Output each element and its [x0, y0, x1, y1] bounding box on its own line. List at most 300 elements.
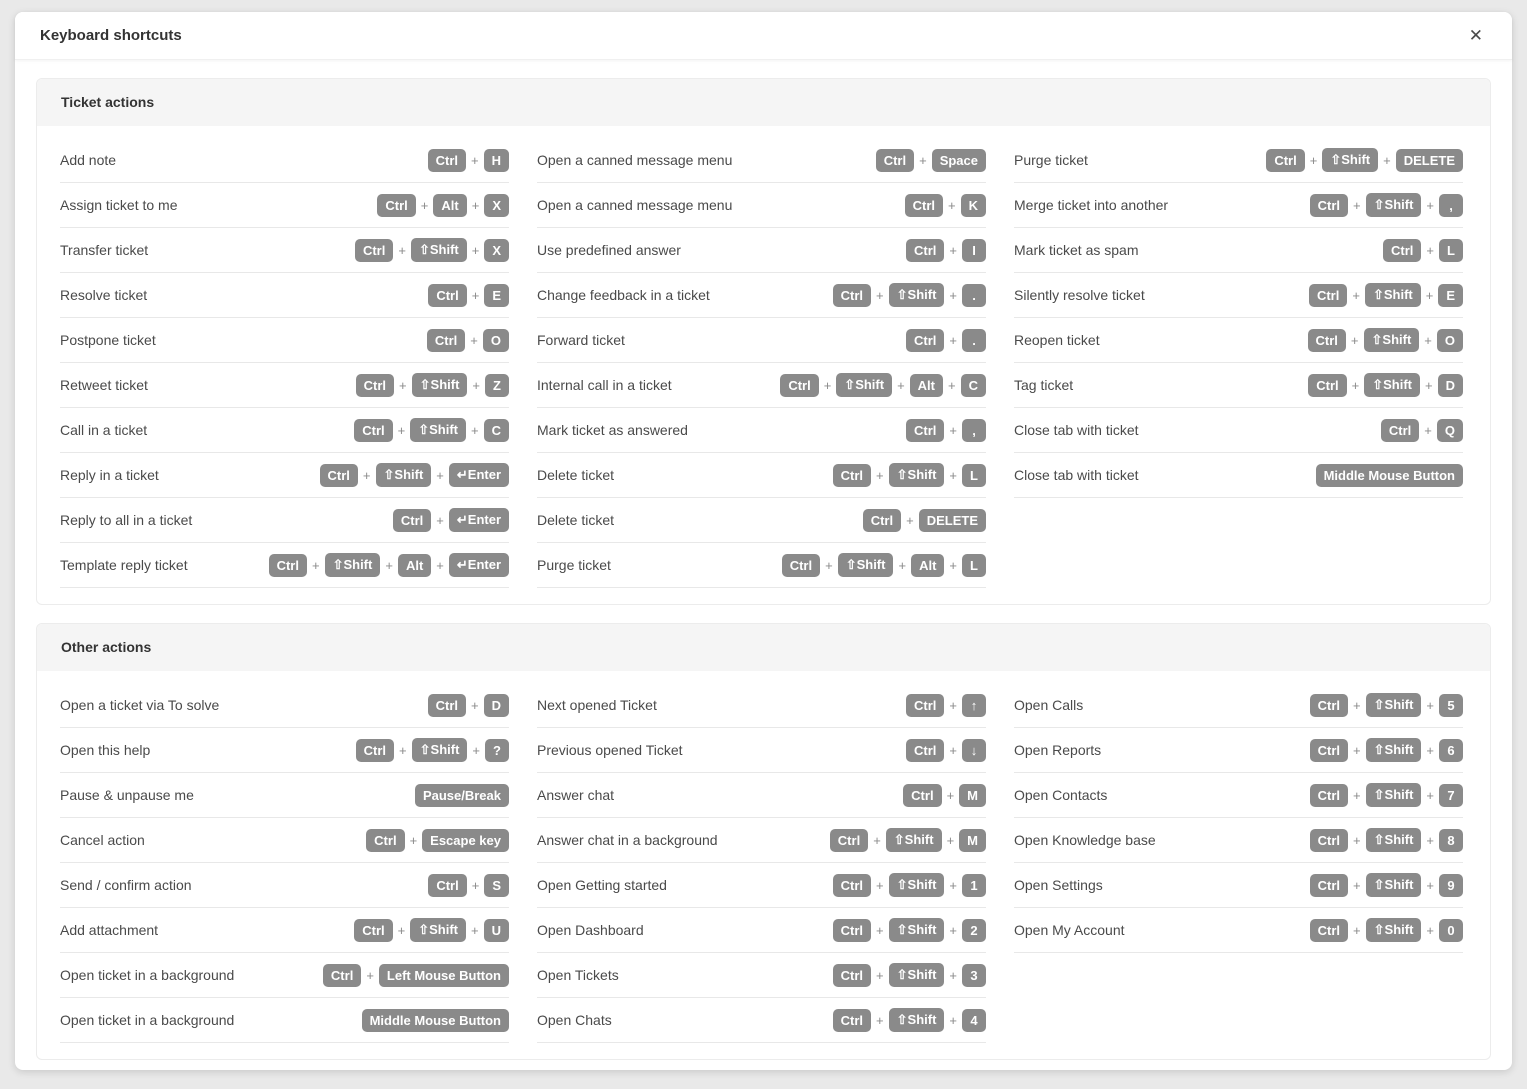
key-badge: Middle Mouse Button [362, 1009, 509, 1032]
shortcut-row [60, 683, 509, 728]
plus-separator: + [398, 242, 406, 258]
plus-separator: + [1426, 742, 1434, 758]
close-icon[interactable]: ✕ [1468, 26, 1483, 45]
shortcut-label: Cancel action [60, 832, 145, 848]
key-badge: E [484, 284, 509, 307]
shortcut-label: Call in a ticket [60, 422, 148, 438]
shortcut-keys [833, 463, 986, 487]
key-badge: ⇧Shift [1366, 783, 1422, 807]
shortcut-row [1014, 363, 1463, 408]
key-badge: ⇧Shift [889, 918, 945, 942]
key-badge: Ctrl [833, 919, 871, 942]
shortcut-label: Retweet ticket [60, 377, 148, 393]
key-badge: Ctrl [356, 374, 394, 397]
shortcut-keys [1310, 693, 1463, 717]
shortcut-keys [830, 828, 986, 852]
shortcut-label: Assign ticket to me [60, 197, 178, 213]
key-badge: ⇧Shift [410, 918, 466, 942]
shortcut-label: Open Settings [1014, 877, 1103, 893]
shortcut-label: Open Getting started [537, 877, 667, 893]
shortcut-label: Previous opened Ticket [537, 742, 683, 758]
key-badge: , [1439, 194, 1463, 217]
shortcut-keys [1310, 783, 1463, 807]
key-badge: Ctrl [1381, 419, 1419, 442]
key-badge: . [962, 284, 986, 307]
plus-separator: + [385, 557, 393, 573]
shortcut-keys [906, 694, 986, 717]
shortcut-label: Open a ticket via To solve [60, 697, 220, 713]
shortcut-row [1014, 863, 1463, 908]
key-badge: Ctrl [905, 194, 943, 217]
plus-separator: + [876, 877, 884, 893]
plus-separator: + [823, 377, 832, 393]
key-badge: Pause/Break [415, 784, 509, 807]
shortcut-keys [903, 784, 986, 807]
shortcut-keys [1310, 738, 1463, 762]
plus-separator: + [919, 152, 927, 168]
key-badge: ⇧Shift [889, 283, 945, 307]
key-badge: 7 [1439, 784, 1463, 807]
plus-separator: + [876, 922, 884, 938]
shortcut-keys [320, 463, 509, 487]
key-badge: 6 [1439, 739, 1463, 762]
key-badge: Ctrl [833, 284, 871, 307]
key-badge: Ctrl [833, 464, 871, 487]
plus-separator: + [362, 467, 371, 483]
key-badge: ⇧Shift [1366, 828, 1422, 852]
key-badge: Q [1437, 419, 1463, 442]
plus-separator: + [471, 197, 480, 213]
shortcut-row [537, 273, 986, 318]
plus-separator: + [946, 787, 955, 803]
plus-separator: + [471, 242, 480, 258]
plus-separator: + [825, 557, 833, 573]
shortcut-label: Delete ticket [537, 512, 615, 528]
shortcut-row [60, 183, 509, 228]
shortcut-keys [906, 419, 986, 442]
shortcut-row [537, 863, 986, 908]
shortcut-keys [1310, 873, 1463, 897]
key-badge: 9 [1439, 874, 1463, 897]
shortcut-row [537, 498, 986, 543]
shortcut-row [537, 453, 986, 498]
shortcut-label: Mark ticket as spam [1014, 242, 1139, 258]
shortcut-row [60, 318, 509, 363]
shortcut-row [537, 228, 986, 273]
plus-separator: + [399, 742, 407, 758]
shortcut-row [537, 818, 986, 863]
key-badge: Ctrl [366, 829, 404, 852]
key-badge: Ctrl [1310, 919, 1348, 942]
plus-separator: + [1383, 152, 1391, 168]
plus-separator: + [471, 697, 479, 713]
key-badge: Ctrl [876, 149, 914, 172]
shortcut-keys [906, 329, 986, 352]
shortcut-label: Open Calls [1014, 697, 1084, 713]
plus-separator: + [1353, 832, 1361, 848]
shortcut-keys [1383, 239, 1463, 262]
shortcut-label: Send / confirm action [60, 877, 192, 893]
key-badge: 0 [1439, 919, 1463, 942]
shortcut-keys [1310, 828, 1463, 852]
plus-separator: + [949, 422, 957, 438]
plus-separator: + [876, 467, 884, 483]
shortcut-keys [1310, 918, 1463, 942]
shortcut-keys [906, 739, 986, 762]
shortcut-label: Close tab with ticket [1014, 467, 1139, 483]
shortcut-row [1014, 183, 1463, 228]
shortcut-label: Resolve ticket [60, 287, 148, 303]
plus-separator: + [471, 152, 479, 168]
plus-separator: + [436, 512, 444, 528]
shortcut-keys [362, 1009, 509, 1032]
shortcut-keys [833, 1008, 986, 1032]
shortcut-label: Open this help [60, 742, 151, 758]
shortcut-row [1014, 228, 1463, 273]
shortcut-label: Purge ticket [1014, 152, 1088, 168]
dialog-title: Keyboard shortcuts [40, 27, 182, 44]
plus-separator: + [436, 557, 444, 573]
shortcut-label: Silently resolve ticket [1014, 287, 1145, 303]
key-badge: Ctrl [428, 874, 466, 897]
key-badge: Ctrl [1310, 784, 1348, 807]
plus-separator: + [876, 287, 884, 303]
key-badge: D [1438, 374, 1463, 397]
key-badge: X [484, 239, 509, 262]
shortcut-keys [833, 918, 986, 942]
key-badge: 1 [962, 874, 986, 897]
plus-separator: + [1353, 877, 1361, 893]
shortcut-column [1014, 671, 1463, 953]
key-badge: 4 [962, 1009, 986, 1032]
shortcut-row [537, 183, 986, 228]
key-badge: Ctrl [1309, 284, 1347, 307]
key-badge: Ctrl [1308, 374, 1346, 397]
shortcut-label: Next opened Ticket [537, 697, 657, 713]
shortcut-keys [366, 829, 509, 852]
plus-separator: + [949, 287, 957, 303]
shortcut-label: Template reply ticket [60, 557, 188, 573]
shortcut-keys [833, 963, 986, 987]
shortcut-keys [415, 784, 509, 807]
key-badge: ⇧Shift [1322, 148, 1378, 172]
plus-separator: + [949, 467, 957, 483]
key-badge: ⇧Shift [410, 418, 466, 442]
key-badge: Ctrl [269, 554, 307, 577]
plus-separator: + [949, 922, 957, 938]
key-badge: ↵Enter [449, 508, 509, 532]
key-badge: ⇧Shift [412, 738, 468, 762]
plus-separator: + [471, 422, 479, 438]
plus-separator: + [948, 197, 956, 213]
shortcut-row [60, 728, 509, 773]
key-badge: . [962, 329, 986, 352]
shortcut-label: Mark ticket as answered [537, 422, 688, 438]
plus-separator: + [1351, 377, 1360, 393]
key-badge: O [1437, 329, 1463, 352]
key-badge: L [1439, 239, 1463, 262]
key-badge: Escape key [422, 829, 509, 852]
key-badge: Ctrl [427, 329, 465, 352]
plus-separator: + [472, 742, 480, 758]
shortcut-keys [323, 964, 509, 987]
key-badge: Ctrl [1310, 694, 1348, 717]
plus-separator: + [420, 197, 429, 213]
plus-separator: + [1353, 787, 1361, 803]
plus-separator: + [397, 422, 406, 438]
key-badge: Middle Mouse Button [1316, 464, 1463, 487]
plus-separator: + [897, 377, 905, 393]
key-badge: Ctrl [863, 509, 901, 532]
shortcut-column [60, 671, 509, 1043]
section-title: Other actions [37, 624, 1490, 671]
shortcut-label: Open Tickets [537, 967, 619, 983]
key-badge: O [483, 329, 509, 352]
key-badge: Ctrl [903, 784, 941, 807]
shortcut-row [537, 908, 986, 953]
plus-separator: + [1425, 287, 1434, 303]
shortcut-keys [863, 509, 986, 532]
shortcut-row [537, 363, 986, 408]
key-badge: Space [932, 149, 986, 172]
shortcut-row [60, 138, 509, 183]
shortcut-label: Open ticket in a background [60, 1012, 235, 1028]
shortcut-keys [780, 373, 986, 397]
shortcut-label: Use predefined answer [537, 242, 681, 258]
shortcut-row [1014, 773, 1463, 818]
key-badge: ⇧Shift [1366, 873, 1422, 897]
key-badge: M [959, 829, 986, 852]
plus-separator: + [1350, 332, 1359, 348]
plus-separator: + [876, 1012, 884, 1028]
key-badge: S [484, 874, 509, 897]
shortcut-row [537, 138, 986, 183]
shortcut-keys [1266, 148, 1463, 172]
shortcut-label: Transfer ticket [60, 242, 149, 258]
key-badge: Ctrl [393, 509, 431, 532]
shortcut-keys [833, 283, 986, 307]
shortcut-row [60, 953, 509, 998]
shortcut-column [1014, 126, 1463, 498]
key-badge: Ctrl [428, 284, 466, 307]
shortcut-column [60, 126, 509, 588]
shortcut-label: Open Contacts [1014, 787, 1108, 803]
plus-separator: + [1426, 697, 1434, 713]
shortcut-label: Open Dashboard [537, 922, 644, 938]
key-badge: Ctrl [780, 374, 818, 397]
plus-separator: + [1352, 287, 1360, 303]
plus-separator: + [472, 377, 480, 393]
plus-separator: + [471, 922, 479, 938]
shortcut-row [1014, 683, 1463, 728]
shortcut-column [537, 126, 986, 588]
key-badge: 8 [1439, 829, 1463, 852]
key-badge: ⇧Shift [1366, 693, 1422, 717]
key-badge: H [484, 149, 509, 172]
shortcut-keys [876, 149, 986, 172]
plus-separator: + [949, 697, 957, 713]
shortcut-row [60, 498, 509, 543]
key-badge: ? [485, 739, 509, 762]
key-badge: , [962, 419, 986, 442]
plus-separator: + [1353, 197, 1361, 213]
key-badge: Ctrl [323, 964, 361, 987]
shortcut-label: Forward ticket [537, 332, 625, 348]
shortcut-keys [1308, 373, 1463, 397]
plus-separator: + [949, 557, 957, 573]
shortcut-label: Reopen ticket [1014, 332, 1100, 348]
shortcut-keys [354, 918, 509, 942]
key-badge: ⇧Shift [836, 373, 892, 397]
shortcut-label: Tag ticket [1014, 377, 1074, 393]
shortcut-row [537, 998, 986, 1043]
shortcut-row [60, 543, 509, 588]
shortcut-row [1014, 318, 1463, 363]
shortcut-label: Open Chats [537, 1012, 612, 1028]
shortcut-row [1014, 908, 1463, 953]
key-badge: Ctrl [354, 919, 392, 942]
shortcut-label: Purge ticket [537, 557, 611, 573]
key-badge: X [484, 194, 509, 217]
shortcut-row [1014, 273, 1463, 318]
shortcut-row [537, 408, 986, 453]
shortcut-keys [356, 738, 509, 762]
key-badge: ⇧Shift [838, 553, 894, 577]
key-badge: Ctrl [1383, 239, 1421, 262]
shortcut-row [537, 728, 986, 773]
key-badge: C [961, 374, 986, 397]
plus-separator: + [409, 832, 418, 848]
plus-separator: + [1424, 422, 1432, 438]
key-badge: 2 [962, 919, 986, 942]
shortcut-row [60, 998, 509, 1043]
plus-separator: + [399, 377, 407, 393]
shortcut-section [36, 623, 1491, 1060]
plus-separator: + [948, 377, 956, 393]
plus-separator: + [1309, 152, 1318, 168]
key-badge: Alt [398, 554, 431, 577]
plus-separator: + [1353, 742, 1361, 758]
shortcut-label: Reply to all in a ticket [60, 512, 193, 528]
shortcut-row [60, 818, 509, 863]
key-badge: D [484, 694, 509, 717]
key-badge: DELETE [1396, 149, 1463, 172]
key-badge: Ctrl [320, 464, 358, 487]
key-badge: 3 [962, 964, 986, 987]
key-badge: Ctrl [830, 829, 868, 852]
plus-separator: + [906, 512, 914, 528]
plus-separator: + [949, 242, 957, 258]
shortcut-keys [428, 284, 509, 307]
shortcut-row [1014, 453, 1463, 498]
plus-separator: + [311, 557, 320, 573]
shortcut-keys [354, 418, 509, 442]
key-badge: DELETE [919, 509, 986, 532]
shortcut-keys [428, 874, 509, 897]
key-badge: Alt [433, 194, 466, 217]
key-badge: Ctrl [354, 419, 392, 442]
shortcut-row [60, 408, 509, 453]
shortcut-row [537, 318, 986, 363]
section-columns [37, 671, 1490, 1059]
shortcut-keys [1316, 464, 1463, 487]
key-badge: ⇧Shift [886, 828, 942, 852]
shortcut-row [1014, 728, 1463, 773]
shortcut-keys [393, 508, 509, 532]
plus-separator: + [898, 557, 907, 573]
shortcut-label: Add attachment [60, 922, 159, 938]
shortcut-row [1014, 818, 1463, 863]
key-badge: ⇧Shift [412, 373, 468, 397]
shortcut-keys [1381, 419, 1463, 442]
key-badge: L [962, 554, 986, 577]
key-badge: ⇧Shift [1364, 373, 1420, 397]
key-badge: Ctrl [833, 874, 871, 897]
shortcut-label: Reply in a ticket [60, 467, 159, 483]
shortcut-row [60, 273, 509, 318]
plus-separator: + [1426, 242, 1434, 258]
key-badge: Ctrl [782, 554, 820, 577]
key-badge: Ctrl [906, 419, 944, 442]
key-badge: ⇧Shift [1366, 193, 1422, 217]
shortcut-keys [1309, 283, 1463, 307]
plus-separator: + [1426, 877, 1434, 893]
shortcut-row [537, 953, 986, 998]
key-badge: M [959, 784, 986, 807]
plus-separator: + [1426, 787, 1434, 803]
shortcut-row [1014, 138, 1463, 183]
shortcut-row [60, 773, 509, 818]
key-badge: Ctrl [1310, 874, 1348, 897]
key-badge: Ctrl [377, 194, 415, 217]
shortcut-row [60, 908, 509, 953]
key-badge: K [961, 194, 986, 217]
plus-separator: + [1353, 922, 1361, 938]
plus-separator: + [1426, 832, 1434, 848]
dialog-body [15, 60, 1512, 1070]
plus-separator: + [471, 287, 480, 303]
plus-separator: + [949, 332, 957, 348]
shortcut-keys [905, 194, 986, 217]
key-badge: L [962, 464, 986, 487]
key-badge: ⇧Shift [376, 463, 432, 487]
key-badge: Ctrl [1266, 149, 1304, 172]
plus-separator: + [1425, 377, 1433, 393]
key-badge: ⇧Shift [889, 1008, 945, 1032]
shortcut-keys [428, 694, 509, 717]
shortcut-label: Answer chat [537, 787, 615, 803]
key-badge: Left Mouse Button [379, 964, 509, 987]
key-badge: Ctrl [428, 149, 466, 172]
key-badge: ↵Enter [449, 463, 509, 487]
key-badge: Ctrl [906, 239, 944, 262]
shortcut-label: Open Knowledge base [1014, 832, 1156, 848]
key-badge: Ctrl [1310, 739, 1348, 762]
plus-separator: + [949, 967, 957, 983]
key-badge: Ctrl [1308, 329, 1346, 352]
shortcut-label: Open ticket in a background [60, 967, 235, 983]
shortcut-label: Open Reports [1014, 742, 1102, 758]
shortcut-keys [427, 329, 509, 352]
key-badge: Ctrl [833, 1009, 871, 1032]
key-badge: ⇧Shift [889, 463, 945, 487]
key-badge: ⇧Shift [1366, 918, 1422, 942]
shortcut-keys [833, 873, 986, 897]
key-badge: ↓ [962, 739, 986, 762]
key-badge: U [484, 919, 509, 942]
section-columns [37, 126, 1490, 604]
key-badge: Ctrl [1310, 829, 1348, 852]
